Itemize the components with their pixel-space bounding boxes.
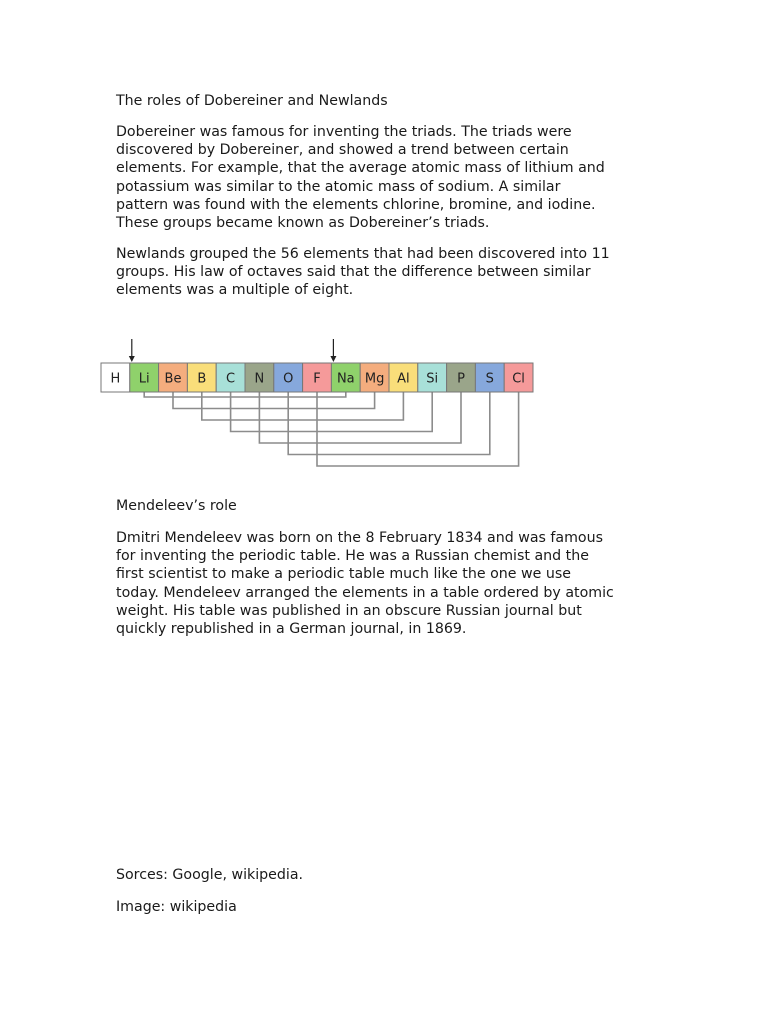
element-na bbox=[331, 363, 360, 392]
sources-line: Sorces: Google, wikipedia. bbox=[116, 867, 304, 883]
element-symbol: B bbox=[197, 371, 207, 387]
element-symbol: F bbox=[313, 371, 321, 387]
paragraph-dobereiner: Dobereiner was famous for inventing the triads. The triads were discovered by Dobereiner, and showed a trend between certain elements. For example, that the average atomic mass of lithium and potassium was similar to the atomic mass of sodium. A similar pattern was found with the elements chlorine, bromine, and iodine. These groups became known as Dobereiner’s triads. bbox=[116, 124, 605, 232]
octave-connectors bbox=[144, 392, 518, 466]
element-al bbox=[389, 363, 418, 392]
element-symbol: C bbox=[226, 371, 236, 387]
connector-o-s bbox=[288, 392, 490, 455]
element-symbol: Li bbox=[138, 371, 150, 387]
arrows bbox=[129, 339, 337, 362]
paragraph-newlands: Newlands grouped the 56 elements that had been discovered into 11 groups. His law of octaves said that the difference between similar elements was a multiple of eight. bbox=[116, 246, 610, 299]
element-s bbox=[475, 363, 504, 392]
element-symbol: N bbox=[254, 371, 265, 387]
connector-li-na bbox=[144, 392, 346, 397]
element-symbol: Mg bbox=[364, 371, 385, 387]
arrow-li bbox=[129, 339, 135, 362]
element-symbol: O bbox=[283, 371, 294, 387]
element-symbol: Si bbox=[426, 371, 439, 387]
heading-mendeleev: Mendeleev’s role bbox=[116, 498, 237, 514]
element-symbol: H bbox=[110, 371, 121, 387]
element-cl bbox=[504, 363, 533, 392]
connector-n-p bbox=[259, 392, 461, 443]
element-si bbox=[418, 363, 447, 392]
element-o bbox=[274, 363, 303, 392]
element-mg bbox=[360, 363, 389, 392]
element-p bbox=[447, 363, 476, 392]
element-li bbox=[130, 363, 159, 392]
element-symbol: Al bbox=[397, 371, 410, 387]
law-of-octaves-figure bbox=[96, 332, 546, 480]
element-symbol: P bbox=[457, 371, 465, 387]
element-h bbox=[101, 363, 130, 392]
element-symbol: Be bbox=[164, 371, 182, 387]
element-n bbox=[245, 363, 274, 392]
element-symbol: Cl bbox=[512, 371, 525, 387]
element-symbol: S bbox=[485, 371, 494, 387]
paragraph-mendeleev: Dmitri Mendeleev was born on the 8 February 1834 and was famous for inventing the periodic table. He was a Russian chemist and the first scientist to make a periodic table much like the one we use today. Mendeleev arranged the elements in a table ordered by atomic weight. His table was published in an obscure Russian journal but quickly republished in a German journal, in 1869. bbox=[116, 530, 614, 638]
element-row bbox=[101, 363, 533, 392]
element-c bbox=[216, 363, 245, 392]
element-be bbox=[159, 363, 188, 392]
image-credit: Image: wikipedia bbox=[116, 899, 237, 915]
element-symbol: Na bbox=[336, 371, 355, 387]
element-b bbox=[187, 363, 216, 392]
arrow-na bbox=[330, 339, 336, 362]
connector-be-mg bbox=[173, 392, 375, 409]
element-f bbox=[303, 363, 332, 392]
connector-c-si bbox=[231, 392, 433, 432]
heading-roles: The roles of Dobereiner and Newlands bbox=[116, 93, 388, 109]
